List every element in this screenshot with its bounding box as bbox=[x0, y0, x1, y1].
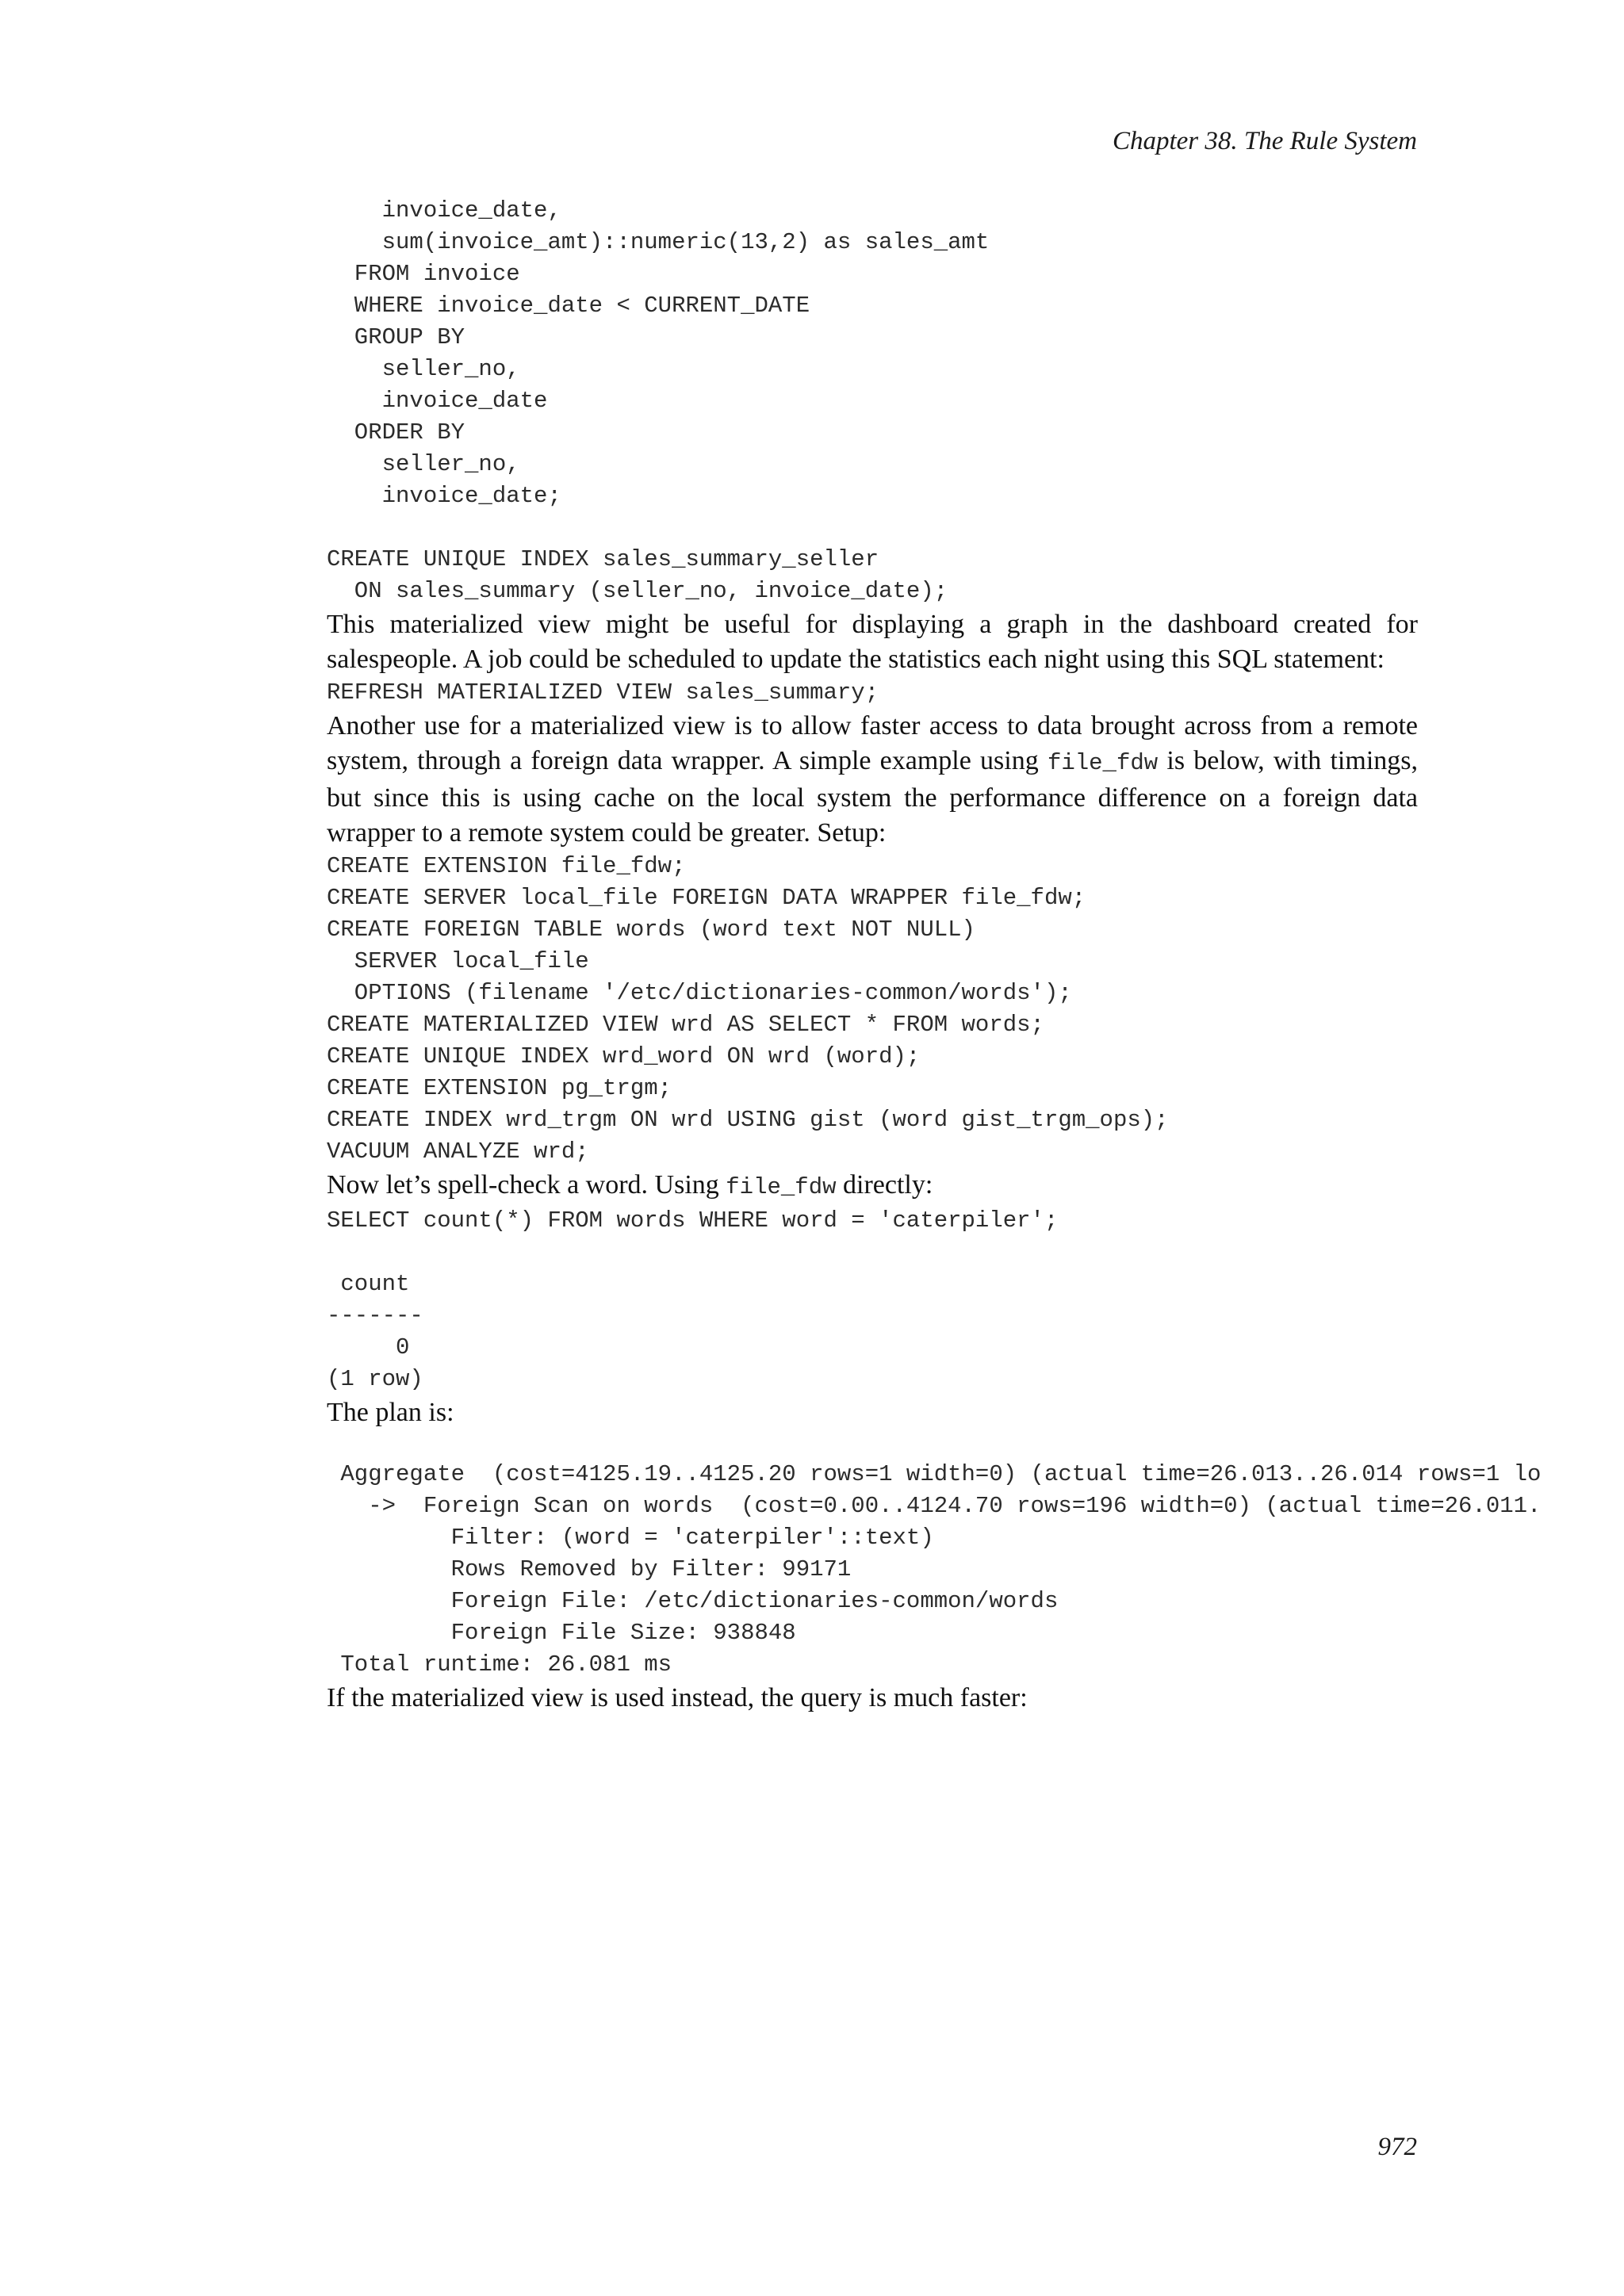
code-block-select-count: SELECT count(*) FROM words WHERE word = 'caterpiler'; count ------- 0 (1 row) bbox=[327, 1207, 1059, 1392]
page-number: 972 bbox=[1377, 2133, 1417, 2161]
paragraph-spell-text-1: Now let’s spell-check a word. Using bbox=[327, 1170, 726, 1200]
paragraph-remote-text-2: is below, with timings, but since this is using cache on the local system the performance difference on a foreign data wrapper to a remote system could be greater. Setup: bbox=[327, 746, 1418, 848]
code-block-view-definition: invoice_date, sum(invoice_amt)::numeric(13,2) as sales_amt FROM invoice WHERE invoice_date < CURRENT_DATE GROUP BY seller_no, invoice_date ORDER BY seller_no, invoice_date; CREATE UNIQUE INDEX sales_summary_seller ON sales_summary (seller_no, invoice_date); bbox=[327, 197, 990, 604]
code-block-refresh: REFRESH MATERIALIZED VIEW sales_summary; bbox=[327, 679, 879, 706]
code-block-setup: CREATE EXTENSION file_fdw; CREATE SERVER local_file FOREIGN DATA WRAPPER file_fdw; CREATE FOREIGN TABLE words (word text NOT NULL) SERVER local_file OPTIONS (filename '/etc/dictionaries-common/words'); CREATE MATERIALIZED VIEW wrd AS SELECT * FROM words; CREATE UNIQUE INDEX wrd_word ON wrd (word); CREATE EXTENSION pg_trgm; CREATE INDEX wrd_trgm ON wrd USING gist (word gist_trgm_ops); VACUUM ANALYZE wrd; bbox=[327, 853, 1169, 1165]
code-block-query-plan: Aggregate (cost=4125.19..4125.20 rows=1 width=0) (actual time=26.013..26.014 rows=1 lo -> Foreign Scan on words (cost=0.00..4124.70 rows=196 width=0) (actual time=26.011. Filter: (word = 'caterpiler'::text) Rows Removed by Filter: 99171 Foreign File: /etc/dictionaries-common/words Foreign File Size: 938848 Total runtime: 26.081 ms bbox=[340, 1461, 1542, 1678]
paragraph-remote-text-1: Another use for a materialized view is to allow faster access to data brought across from a remote system, through a foreign data wrapper. A simple example using bbox=[327, 711, 1418, 775]
query-plan-container bbox=[327, 1459, 1624, 1681]
paragraph-dashboard: This materialized view might be useful for displaying a graph in the dashboard created for salespeople. A job could be scheduled to update the statistics each night using this SQL statement: bbox=[327, 610, 1418, 674]
paragraph-remote-access bbox=[327, 709, 1418, 851]
chapter-header: Chapter 38. The Rule System bbox=[1112, 127, 1417, 155]
paragraph-plan-intro: The plan is: bbox=[327, 1398, 454, 1427]
paragraph-spell-text-2: directly: bbox=[836, 1170, 933, 1200]
paragraph-faster: If the materialized view is used instead, the query is much faster: bbox=[327, 1683, 1028, 1712]
page-content bbox=[327, 195, 1542, 1716]
paragraph-spell-check bbox=[327, 1168, 1418, 1205]
inline-code-file-fdw-2: file_fdw bbox=[726, 1174, 837, 1200]
inline-code-file-fdw: file_fdw bbox=[1047, 750, 1159, 776]
